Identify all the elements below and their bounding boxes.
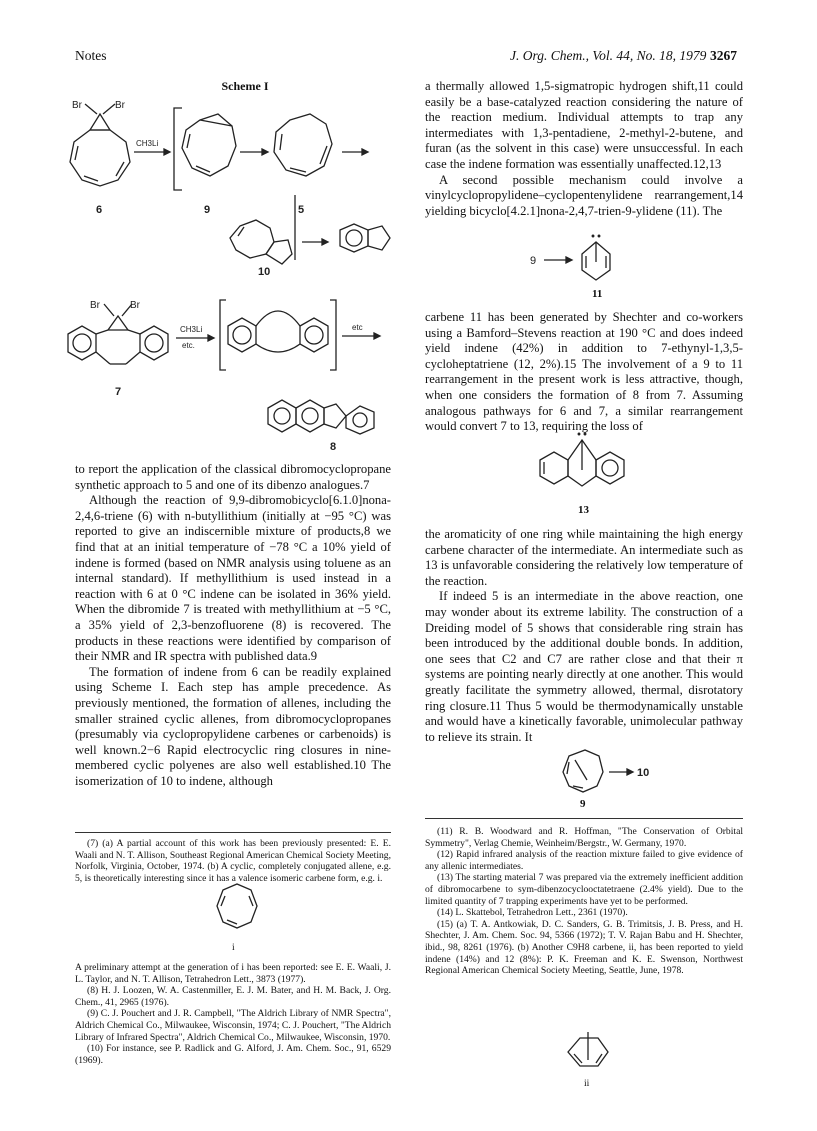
compound-label-7: 7 xyxy=(115,386,122,398)
double-bond xyxy=(84,176,98,181)
structure-label-i: i xyxy=(232,942,235,953)
scheme-diagram xyxy=(60,90,460,453)
right-column-mid xyxy=(425,310,743,435)
bracket xyxy=(330,300,336,370)
double-bond xyxy=(249,896,253,906)
footnote: A preliminary attempt at the generation of i has been reported: see E. E. Waali, J. L. Taylor, and N. T. Allison, Tetrahedron Lett., 3873 (1977). xyxy=(75,962,391,985)
structure-label-ii: ii xyxy=(584,1078,590,1089)
arrowhead xyxy=(208,335,214,341)
footnote: (9) C. J. Pouchert and J. R. Campbell, "The Aldrich Library of NMR Spectra", Aldrich Chemical Co., Milwaukee, Wisconsin, 1974; C. J. Pouchert, "The Aldrich Library of Infrared Spectra", Aldrich Chemical Co., Milwaukee, Wisconsin, 1970. xyxy=(75,1008,391,1043)
right-column-bottom xyxy=(425,527,743,745)
footnotes-left-cont xyxy=(75,962,391,1066)
compound-label-10: 10 xyxy=(258,266,271,278)
benzene-ring-right xyxy=(140,326,168,360)
bond xyxy=(103,104,115,114)
reagent-label: etc xyxy=(352,323,363,332)
bond xyxy=(104,304,114,316)
arrowhead xyxy=(164,149,170,155)
compound-label-13: 13 xyxy=(578,504,589,516)
arrowhead xyxy=(627,769,633,775)
paragraph: If indeed 5 is an intermediate in the above reaction, one may wonder about its extreme lability. The construction of a Dreiding model of 5 shows that considerable ring strain has been introduced by the additional double bonds. In addition, one sees that C2 and C7 are rather close and that their π systems are pointing nearly directly at one another. This would greatly facilitate the symmetry allowed, thermal, disrotatory ring closure.11 Thus 5 would be thermodynamically unstable and would have a kinetically favorable, unimolecular pathway to relieve its strain. It xyxy=(425,589,743,744)
arrowhead xyxy=(374,333,380,339)
compound-label-8: 8 xyxy=(330,441,337,453)
aromatic-circle xyxy=(302,408,318,424)
structure-9-to-10 xyxy=(555,748,675,798)
ring-9 xyxy=(563,750,603,792)
compound-label: 9 xyxy=(530,255,537,267)
nine-ring-6 xyxy=(70,130,130,186)
arrowhead xyxy=(262,149,268,155)
paragraph: A second possible mechanism could involve a vinylcyclopropylidene–cyclopentenylidene rearrangement,14 yielding bicyclo[4.2.1]nona-2,4,7-trien-9-ylidene (11). The xyxy=(425,172,743,218)
compound-label-5: 5 xyxy=(298,204,305,216)
footnotes-left xyxy=(75,838,391,884)
footnote: (15) (a) T. A. Antkowiak, D. C. Sanders, G. B. Trimitsis, J. B. Press, and H. Shechter, J. Am. Chem. Soc. 94, 5366 (1972); T. V. Rajan Babu and H. Shechter, ibid., 98, 8261 (1976). (b) Another C9H8 carbene, ii, has been reported to yield indene (14%) and 12 (8%): P. K. Freeman and K. E. Swenson, Northwest Regional American Chemical Society Meeting, Seattle, June, 1978. xyxy=(425,918,743,977)
arrowhead xyxy=(322,239,328,245)
double-bond xyxy=(221,896,225,906)
journal-citation: J. Org. Chem., Vol. 44, No. 18, 1979 xyxy=(510,48,707,63)
footnote: (7) (a) A partial account of this work has been previously presented: E. E. Waali and N. T. Allison, Southeast Regional American Chemical Society Meeting, Norfolk, Virginia, October, 1974. (b) A cyclic, completely conjugated allene, e.g. 5, is theoretically interesting since it has a valence isomeric carbene form, e.g. i. xyxy=(75,838,391,884)
br-label: Br xyxy=(115,100,125,111)
structure-ii xyxy=(558,1030,618,1074)
benzene-ring xyxy=(596,452,624,484)
br-label: Br xyxy=(90,300,100,311)
aromatic-circle xyxy=(602,460,618,476)
benzene-ring-left xyxy=(68,326,96,360)
cyclopentene-ring xyxy=(368,226,390,250)
arrowhead xyxy=(362,149,368,155)
benzene-ring xyxy=(296,400,324,432)
cyclopropane-ring xyxy=(108,316,128,330)
footnote-rule xyxy=(75,832,391,833)
footnote: (10) For instance, see P. Radlick and G. Alford, J. Am. Chem. Soc., 91, 6529 (1969). xyxy=(75,1043,391,1066)
paragraph: Although the reaction of 9,9-dibromobicyclo[6.1.0]nona-2,4,6-triene (6) with n-butyllithium (initially at −95 °C) was reported to give an indiscernible mixture of products,8 we find that at an initial temperature of −78 °C a 10% yield of indene is formed (based on NMR analysis using toluene as an internal standard). If methyllithium is used instead in a reaction with 6 at 0 °C indene can be isolated in 36% yield. When the dibromide 7 is treated with methyllithium at −5 °C, a 35% yield of 2,3-benzofluorene (8) is recovered. The products in these reactions were identified by comparison of their NMR and IR spectra with published data.9 xyxy=(75,493,391,664)
structure-i xyxy=(207,880,267,940)
reagent-label: CH3Li xyxy=(136,139,159,148)
double-bond xyxy=(567,762,569,774)
double-bond xyxy=(75,146,78,160)
footnote: (14) L. Skattebol, Tetrahedron Lett., 2361 (1970). xyxy=(437,907,628,919)
arrowhead xyxy=(566,257,572,263)
aromatic-circle xyxy=(353,413,367,427)
aromatic-circle xyxy=(346,230,362,246)
bracket xyxy=(174,108,182,190)
compound-label: 10 xyxy=(637,767,650,779)
page-number: 3267 xyxy=(710,48,737,63)
bond xyxy=(128,330,140,334)
paragraph: to report the application of the classical dibromocyclopropane synthetic approach to 5 and one of its dibenzo analogues.7 xyxy=(75,462,391,492)
transannular-bond xyxy=(575,760,587,780)
five-ring xyxy=(324,404,346,428)
reagent-label: CH3Li xyxy=(180,325,203,334)
br-label: Br xyxy=(130,300,140,311)
footnote: (8) H. J. Loozen, W. A. Castenmiller, E. J. M. Bater, and H. M. Back, J. Org. Chem., 41, 2965 (1976). xyxy=(75,985,391,1008)
bond xyxy=(96,352,110,364)
aromatic-circle xyxy=(305,326,323,344)
compound-label-6: 6 xyxy=(96,204,103,216)
left-column xyxy=(75,462,391,789)
footnote-rule xyxy=(425,818,743,819)
structure-13 xyxy=(532,430,632,500)
allene-bond xyxy=(200,120,232,126)
reagent-label: etc. xyxy=(182,341,195,350)
aromatic-circle xyxy=(145,334,163,352)
benzene-ring xyxy=(340,224,368,252)
compound-label-9: 9 xyxy=(204,204,211,216)
br-label: Br xyxy=(72,100,82,111)
bracket xyxy=(220,300,226,370)
allene-bridge xyxy=(256,311,300,326)
bond xyxy=(85,104,97,114)
carbene-dot xyxy=(578,433,580,435)
bridge xyxy=(256,344,300,352)
paragraph: carbene 11 has been generated by Shechter and co-workers using a Bamford–Stevens reaction at 190 °C and does indeed yield indene (42%) in addition to 7-ethynyl-1,3,5-cycloheptatriene (12, 2%).15 The involvement of a 9 to 11 rearrangement in the present work is less attractive, though, when one considers the formation of 8 from 7. Assuming analogous pathways for 6 and 7, a similar rearrangement would convert 7 to 13, requiring the loss of xyxy=(425,310,743,434)
compound-label-11: 11 xyxy=(592,288,603,300)
double-bond xyxy=(227,920,237,924)
nine-ring-5 xyxy=(274,114,332,176)
aromatic-circle xyxy=(233,326,251,344)
paragraph: the aromaticity of one ring while maintaining the high energy carbene character of the intermediate. An intermediate such as 13 is unfavorable considering the relatively low temperature of the reaction. xyxy=(425,527,743,588)
nine-ring-9 xyxy=(182,114,236,176)
aromatic-circle xyxy=(274,408,290,424)
double-bond xyxy=(187,134,190,148)
aromatic-circle xyxy=(73,334,91,352)
scheme-title: Scheme I xyxy=(221,79,269,93)
carbene-dot xyxy=(584,433,586,435)
footnote: (11) R. B. Woodward and R. Hoffman, "The Conservation of Orbital Symmetry", Verlag Chemie, Weinheim/Bergstr., W. Germany, 1970. xyxy=(425,826,743,849)
double-bond xyxy=(238,227,244,236)
paragraph: a thermally allowed 1,5-sigmatropic hydrogen shift,11 could easily be a base-catalyzed reaction considering the nature of the reaction medium. Individual attempts to trap any intermediates with 1,3-pentadiene, 2-methyl-2-butene, and furan (as the solvent in this case) were unsuccessful. In each case the indene formation was essentially unaffected.12,13 xyxy=(425,79,743,171)
benzene-ring xyxy=(346,406,374,434)
bond xyxy=(96,330,108,334)
bond xyxy=(126,352,140,364)
double-bond xyxy=(574,1054,582,1063)
carbene-dot xyxy=(592,235,594,237)
ring-i xyxy=(217,884,257,928)
cyclopropane-ring xyxy=(90,114,110,130)
footnote: (13) The starting material 7 was prepared via the extremely inefficient addition of dibromocarbene to sym-dibenzocyclooctatetraene (2.4% yield). Due to the limited quantity of 7 trapping experiments have yet to be performed. xyxy=(425,872,743,907)
paragraph: The formation of indene from 6 can be readily explained using Scheme I. Each step has ample precedence. As previously mentioned, the formation of allenes, including the smaller strained cyclic allenes, from dibromocyclopropanes (presumably via cyclopropylidene carbenes or carbenoids) is well known.2−6 Rapid electrocyclic ring closures in nine-membered cyclic polyenes are also well established.10 The isomerization of 10 to indene, although xyxy=(75,664,391,788)
carbene-dot xyxy=(598,235,600,237)
footnote: (12) Rapid infrared analysis of the reaction mixture failed to give evidence of any allenic intermediates. xyxy=(425,849,743,872)
running-head-left: Notes xyxy=(75,48,107,63)
benzene-ring xyxy=(268,400,296,432)
double-bond xyxy=(280,134,282,150)
structure-11-scheme xyxy=(530,232,650,292)
ring-10b xyxy=(266,240,292,264)
benzene-ring-right xyxy=(300,318,328,352)
footnotes-right xyxy=(425,826,743,977)
compound-label-9: 9 xyxy=(580,798,586,810)
right-column-top xyxy=(425,79,743,219)
benzene-ring-left xyxy=(228,318,256,352)
